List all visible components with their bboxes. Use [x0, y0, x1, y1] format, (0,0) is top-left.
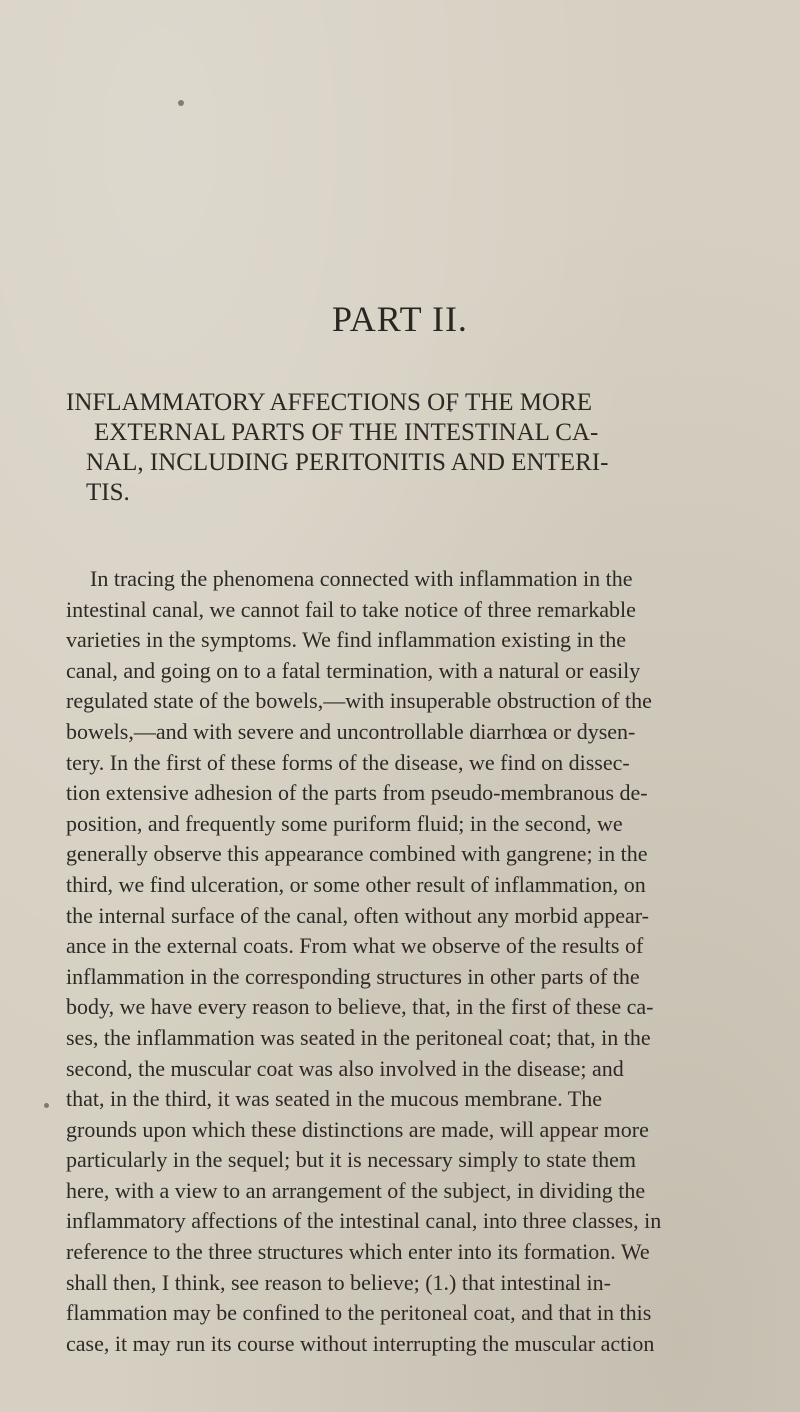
text-line: position, and frequently some puriform fluid; in the second, we — [66, 810, 623, 836]
part-heading: PART II. — [332, 299, 468, 339]
text-line: tery. In the first of these forms of the disease, we find on dissec- — [66, 749, 630, 775]
chapter-title-line: NAL, INCLUDING PERITONITIS AND ENTERI- — [86, 449, 609, 476]
text-line: canal, and going on to a fatal termination, with a natural or easily — [66, 657, 641, 683]
text-line: ses, the inflammation was seated in the peritoneal coat; that, in the — [66, 1024, 651, 1050]
text-line: second, the muscular coat was also involved in the disease; and — [66, 1055, 624, 1081]
text-line: inflammatory affections of the intestinal canal, into three classes, in — [66, 1208, 662, 1234]
chapter-title-line: INFLAMMATORY AFFECTIONS OF THE MORE — [66, 389, 593, 416]
ink-speck — [44, 1103, 49, 1108]
text-line: particularly in the sequel; but it is necessary simply to state them — [66, 1147, 637, 1173]
text-line: here, with a view to an arrangement of the subject, in dividing the — [66, 1177, 646, 1203]
text-line: tion extensive adhesion of the parts from pseudo-membranous de- — [66, 780, 648, 806]
text-line: case, it may run its course without interrupting the muscular action — [66, 1330, 655, 1356]
text-line: regulated state of the bowels,—with insuperable obstruction of the — [66, 688, 652, 714]
text-line: varieties in the symptoms. We find inflammation existing in the — [66, 627, 626, 653]
text-line: inflammation in the corresponding structures in other parts of the — [66, 963, 640, 989]
text-line: that, in the third, it was seated in the mucous membrane. The — [66, 1086, 603, 1112]
text-line: intestinal canal, we cannot fail to take notice of three remarkable — [66, 596, 636, 622]
text-line: the internal surface of the canal, often without any morbid appear- — [66, 902, 649, 928]
body-paragraph — [66, 564, 766, 1359]
chapter-title-line: TIS. — [86, 479, 130, 506]
chapter-title-line: EXTERNAL PARTS OF THE INTESTINAL CA- — [94, 419, 599, 446]
text-line: In tracing the phenomena connected with inflammation in the — [90, 566, 633, 591]
text-line: body, we have every reason to believe, that, in the first of these ca- — [66, 994, 654, 1020]
text-line: third, we find ulceration, or some other result of inflammation, on — [66, 871, 646, 897]
text-line: bowels,—and with severe and uncontrollable diarrhœa or dysen- — [66, 718, 636, 744]
text-line: reference to the three structures which enter into its formation. We — [66, 1239, 650, 1265]
text-line: ance in the external coats. From what we observe of the results of — [66, 933, 644, 959]
text-line: shall then, I think, see reason to believe; (1.) that intestinal in- — [66, 1269, 611, 1295]
chapter-title — [66, 388, 756, 508]
ink-speck — [178, 100, 184, 106]
text-line: generally observe this appearance combined with gangrene; in the — [66, 841, 648, 867]
text-line: flammation may be confined to the peritoneal coat, and that in this — [66, 1300, 652, 1326]
text-line: grounds upon which these distinctions are made, will appear more — [66, 1116, 649, 1142]
